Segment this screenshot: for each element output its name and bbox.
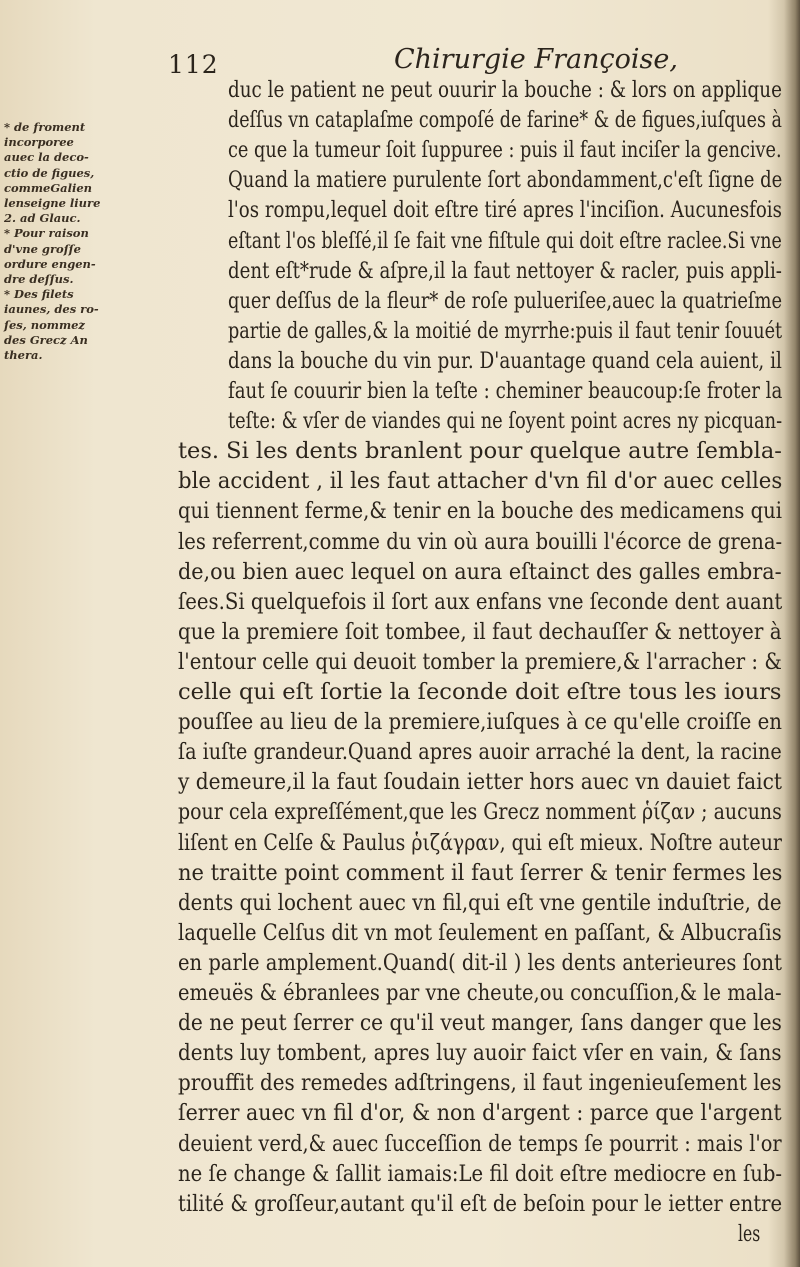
text-line: dents qui lochent auec vn fil,qui eſt vne gentile induſtrie, de — [178, 890, 782, 916]
text-line: ne traitte point comment il faut ſerrer & tenir fermes les — [178, 860, 783, 886]
text-line: teſte: & vſer de viandes qui ne ſoyent point acres ny picquan- — [228, 409, 783, 435]
text-line: tilité & groſſeur,autant qu'il eſt de beſoin pour le ietter entre — [178, 1191, 783, 1217]
text-line: celle qui eſt ſortie la ſeconde doit eſtre tous les iours — [178, 680, 782, 705]
text-line: prouffit des remedes adſtringens, il faut ingenieuſement les — [178, 1071, 782, 1097]
text-line: de ne peut ſerrer ce qu'il veut manger, ſans danger que les — [178, 1011, 782, 1037]
text-line: deſſus vn cataplaſme compoſé de farine* & de figues,iuſques à — [228, 108, 782, 134]
text-line: laquelle Celſus dit vn mot ſeulement en paſſant, & Albucraſis — [178, 920, 782, 946]
margin-note: ordure engen- — [4, 256, 96, 271]
text-line: partie de galles,& la moitié de myrrhe:puis il faut tenir ſouuét — [228, 318, 783, 344]
text-line: dents luy tombent, apres luy auoir faict vſer en vain, & ſans — [178, 1041, 782, 1067]
text-line: duc le patient ne peut ouurir la bouche : & lors on applique — [228, 78, 782, 103]
running-title: Chirurgie Françoise, — [394, 44, 678, 75]
text-line: Quand la matiere purulente ſort abondamment,c'eſt ſigne de — [228, 168, 783, 194]
text-line: les referrent,comme du vin où aura bouilli l'écorce de grena- — [178, 529, 783, 555]
text-line: ble accident , il les faut attacher d'vn fil d'or auec celles — [178, 469, 783, 495]
margin-note: commeGalien — [4, 180, 93, 195]
text-line: dent eſt*rude & aſpre,il la faut nettoyer & racler, puis appli- — [228, 258, 782, 284]
text-line: dans la bouche du vin pur. D'auantage quand cela auient, il — [228, 348, 782, 374]
text-line: ne ſe change & ſallit iamais:Le fil doit eſtre mediocre en ſub- — [178, 1161, 783, 1187]
text-line: ſerrer auec vn fil d'or, & non d'argent : parce que l'argent — [178, 1101, 782, 1127]
margin-note: 2. ad Glauc. — [4, 211, 81, 226]
text-line: que la premiere ſoit tombee, il faut dechauſſer & nettoyer à — [178, 619, 782, 645]
text-line: l'os rompu,lequel doit eſtre tiré apres l'inciſion. Aucunesfois — [228, 198, 782, 224]
text-line: deuient verd,& auec ſucceſſion de temps ſe pourrit : mais l'or — [178, 1131, 782, 1157]
text-line: liſent en Celſe & Paulus ῥιζάγραν, qui eſt mieux. Noſtre auteur — [178, 830, 782, 856]
text-line: les — [738, 1221, 761, 1247]
text-line: ſa iuſte grandeur.Quand apres auoir arraché la dent, la racine — [178, 740, 782, 766]
margin-note: iaunes, des ro- — [4, 302, 99, 317]
margin-note: des Grecz An — [4, 332, 88, 347]
margin-note: dre deſſus. — [4, 272, 74, 286]
margin-note: thera. — [4, 348, 43, 362]
text-line: faut ſe couurir bien la teſte : cheminer beaucoup:ſe froter la — [228, 379, 783, 404]
margin-note: auec la deco- — [4, 150, 89, 165]
margin-note: * Pour raison — [4, 226, 89, 241]
text-line: emeuës & ébranlees par vne cheute,ou concuſſion,& le mala- — [178, 981, 782, 1006]
text-line: l'entour celle qui deuoit tomber la premiere,& l'arracher : & — [178, 649, 782, 675]
text-line: en parle amplement.Quand( dit-il ) les dents anterieures ſont — [178, 950, 782, 976]
text-line: quer deſſus de la fleur* de roſe pulueriſee,auec la quatrieſme — [228, 288, 783, 314]
text-line: eſtant l'os bleſſé,il ſe fait vne fiſtule qui doit eſtre raclee.Si vne — [228, 228, 782, 254]
text-line: ce que la tumeur ſoit ſuppuree : puis il faut inciſer la gencive. — [228, 138, 782, 164]
page-edge-shadow — [784, 0, 800, 1267]
text-line: ſees.Si quelquefois il ſort aux enfans vne ſeconde dent auant — [178, 589, 783, 615]
text-line: pouſſee au lieu de la premiere,iuſques à ce qu'elle croiſſe en — [178, 710, 783, 736]
margin-note: ſes, nommez — [4, 317, 85, 332]
text-line: pour cela expreſſément,que les Grecz nomment ῥίζαν ; aucuns — [178, 800, 782, 826]
margin-note: * de froment — [4, 120, 86, 134]
margin-note: incorporee — [4, 135, 74, 150]
page-number: 112 — [168, 50, 219, 79]
margin-note: ctio de figues, — [4, 165, 95, 180]
margin-note: d'vne groſſe — [4, 241, 81, 256]
margin-note: lenseigne liure — [4, 196, 101, 210]
margin-note: * Des filets — [4, 287, 74, 302]
text-line: qui tiennent ferme,& tenir en la bouche des medicamens qui — [178, 499, 782, 525]
text-line: y demeure,il la faut ſoudain ietter hors auec vn dauiet faict — [178, 770, 782, 796]
text-line: tes. Si les dents branlent pour quelque autre ſembla- — [178, 439, 782, 465]
text-line: de,ou bien auec lequel on aura eſtainct des galles embra- — [178, 559, 782, 585]
